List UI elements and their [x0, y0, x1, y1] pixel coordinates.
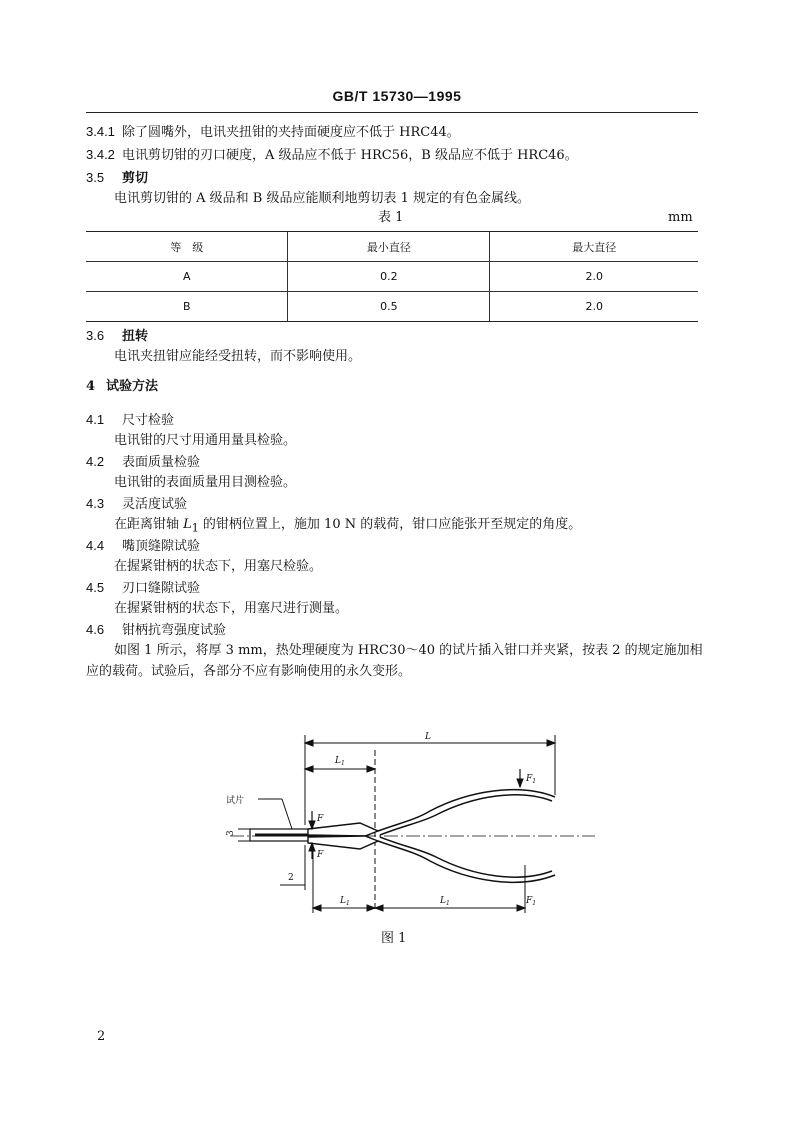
clause-3-6-text: 电讯夹扭钳应能经受扭转，而不影响使用。: [114, 349, 362, 364]
label-L1-bottom-left: $L_1$: [340, 896, 350, 907]
section-4-heading: 4 试验方法: [86, 379, 159, 394]
clause-4-5-heading: 4.5 刃口缝隙试验: [86, 580, 201, 596]
col-header-grade: 等 级: [86, 232, 288, 262]
clause-4-6-text-1: 如图 1 所示，将厚 3 mm，热处理硬度为 HRC30～40 的试片插入钳口并夹紧，按表 2 的规定施加相: [114, 643, 703, 658]
label-L: L: [425, 732, 431, 742]
page-number: 2: [97, 1029, 106, 1044]
clause-4-5-text: 在握紧钳柄的状态下，用塞尺进行测量。: [114, 601, 349, 616]
upper-jaw: [308, 823, 378, 836]
col-header-min: 最小直径: [288, 232, 490, 262]
arrowhead: [305, 740, 313, 746]
lower-handle-inner: [380, 837, 552, 877]
label-F1-bottom: $F_1$: [526, 896, 537, 907]
label-thickness-3: 3: [226, 830, 236, 836]
clause-3-4-1: 3.4.1 除了圆嘴外，电讯夹扭钳的夹持面硬度应不低于 HRC44。: [86, 124, 460, 140]
lower-jaw: [308, 836, 378, 849]
figure-1-caption: 图 1: [381, 931, 407, 946]
clause-4-2-heading: 4.2 表面质量检验: [86, 454, 201, 470]
clause-4-1-heading: 4.1 尺寸检验: [86, 412, 175, 428]
label-F-top: F: [317, 814, 324, 824]
clause-4-6-text-2: 应的载荷。试验后，各部分不应有影响使用的永久变形。: [86, 664, 412, 679]
clause-4-1-text: 电讯钳的尺寸用通用量具检验。: [114, 433, 297, 448]
label-L1-bottom-right: $L_1$: [440, 896, 450, 907]
clause-4-4-text: 在握紧钳柄的状态下，用塞尺检验。: [114, 559, 323, 574]
figure-1-pliers-drawing: [200, 725, 600, 925]
clause-4-6-heading: 4.6 钳柄抗弯强度试验: [86, 622, 227, 638]
clause-3-5-heading: 3.5 剪切: [86, 170, 149, 186]
table-cell: 2.0: [490, 262, 698, 292]
table-cell: 0.5: [288, 292, 490, 322]
clause-4-4-heading: 4.4 嘴顶缝隙试验: [86, 538, 201, 554]
table-header-row: [86, 232, 698, 262]
header-rule: [86, 112, 698, 113]
table-1-unit: mm: [668, 210, 693, 225]
leader-line: [282, 799, 292, 829]
label-F1-top: $F_1$: [526, 774, 537, 785]
table-cell: 2.0: [490, 292, 698, 322]
clause-3-6-heading: 3.6 扭转: [86, 328, 149, 344]
arrowhead: [517, 779, 523, 787]
clause-4-2-text: 电讯钳的表面质量用目测检验。: [114, 475, 297, 490]
standard-header: GB/T 15730—1995: [332, 88, 462, 104]
col-header-max: 最大直径: [490, 232, 698, 262]
table-cell: B: [86, 292, 288, 322]
clause-4-3-text: 在距离钳轴 $L_1$ 的钳柄位置上，施加 10 N 的载荷，钳口应能张开至规定的角度。: [114, 517, 582, 535]
table-1-caption: 表 1: [378, 210, 404, 225]
arrowhead: [375, 905, 383, 911]
clause-3-4-2: 3.4.2 电讯剪切钳的刃口硬度，A 级品应不低于 HRC56，B 级品应不低于 HRC46。: [86, 147, 578, 163]
table-cell: A: [86, 262, 288, 292]
clause-4-3-heading: 4.3 灵活度试验: [86, 496, 188, 512]
arrowhead: [313, 905, 321, 911]
label-specimen: 试片: [226, 796, 245, 806]
clause-3-5-text: 电讯剪切钳的 A 级品和 B 级品应能顺利地剪切表 1 规定的有色金属线。: [114, 191, 531, 206]
table-row: [86, 292, 698, 322]
arrowhead: [547, 740, 555, 746]
arrowhead: [517, 905, 525, 911]
label-2: 2: [288, 873, 294, 883]
table-cell: 0.2: [288, 262, 490, 292]
upper-handle-inner: [380, 795, 552, 835]
label-L1-top: $L_1$: [335, 756, 345, 767]
label-F-bottom: F: [317, 850, 324, 860]
arrowhead: [305, 766, 313, 772]
arrowhead: [367, 766, 375, 772]
table-row: [86, 262, 698, 292]
table-1: [86, 231, 698, 322]
